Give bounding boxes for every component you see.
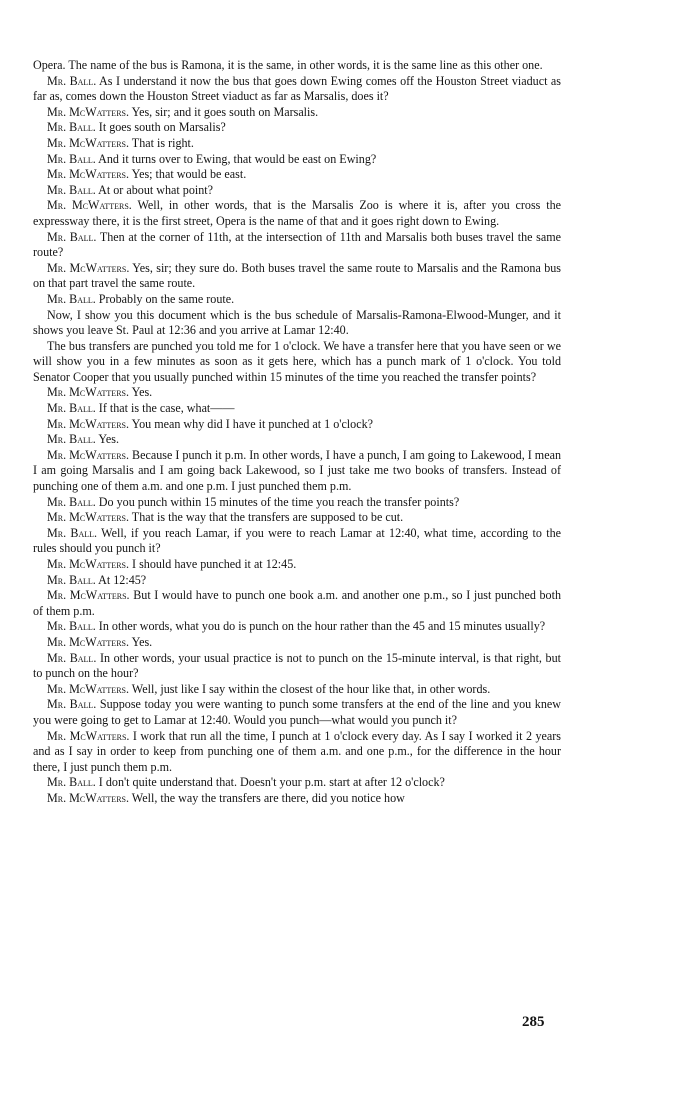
paragraph	[33, 152, 561, 168]
speaker-name: Mr. McWatters.	[47, 790, 129, 805]
testimony-text	[33, 58, 561, 807]
paragraph-text: Well, in other words, that is the Marsalis Zoo is where it is, after you cross the expressway there, it is the first street, Opera is the name of that and it goes right down to Ewing.	[33, 198, 562, 228]
paragraph	[33, 74, 561, 105]
paragraph-text: In other words, what you do is punch on the hour rather than the 45 and 15 minutes usually?	[95, 619, 546, 634]
paragraph-text: Well, the way the transfers are there, did you notice how	[129, 790, 405, 805]
paragraph	[33, 448, 561, 495]
paragraph	[33, 495, 561, 511]
speaker-name: Mr. McWatters.	[47, 104, 129, 119]
paragraph	[33, 573, 561, 589]
paragraph-text: Yes.	[129, 385, 153, 400]
paragraph-text: It goes south on Marsalis?	[95, 120, 226, 135]
paragraph-text: You mean why did I have it punched at 1 o'clock?	[129, 416, 373, 431]
paragraph	[33, 432, 561, 448]
paragraph-text: As I understand it now the bus that goes down Ewing comes off the Houston Street viaduct as far as, comes down the Houston Street viaduct as far as Marsalis, does it?	[33, 73, 561, 104]
paragraph-text: I should have punched it at 12:45.	[129, 557, 297, 571]
speaker-name: Mr. Ball.	[47, 73, 97, 88]
paragraph	[33, 105, 561, 121]
speaker-name: Mr. McWatters.	[47, 135, 129, 150]
paragraph	[33, 791, 561, 807]
paragraph-text: Because I punch it p.m. In other words, I have a punch, I am going to Lakewood, I mean I am going Marsalis and I am going back Lakewood, so I just take me two books of transfers. Instead of punching one of them a.m. and one p.m. I just punched them p.m.	[33, 447, 561, 494]
paragraph	[33, 308, 561, 339]
paragraph	[33, 339, 561, 386]
paragraph	[33, 557, 561, 573]
paragraph-text: That is right.	[129, 135, 194, 150]
paragraph	[33, 651, 561, 682]
speaker-name: Mr. Ball.	[47, 151, 96, 166]
paragraph	[33, 385, 561, 401]
paragraph-text: At or about what point?	[95, 182, 214, 197]
paragraph	[33, 230, 561, 261]
paragraph-text: Then at the corner of 11th, at the intersection of 11th and Marsalis both buses travel the same route?	[33, 229, 561, 260]
speaker-name: Mr. McWatters.	[47, 588, 130, 603]
speaker-name: Mr. McWatters.	[47, 510, 129, 525]
speaker-name: Mr. Ball.	[47, 650, 97, 665]
paragraph-text: That is the way that the transfers are supposed to be cut.	[129, 510, 404, 525]
paragraph	[33, 120, 561, 136]
paragraph	[33, 619, 561, 635]
speaker-name: Mr. Ball.	[47, 401, 96, 416]
paragraph-text: The bus transfers are punched you told me for 1 o'clock. We have a transfer here that you have seen or we will show you in a few minutes as soon as it gets here, which has a punch mark of 1 o'clock. You told Senator Cooper that you usually punched within 15 minutes of the time you reached the transfer points?	[33, 338, 561, 384]
paragraph	[33, 58, 561, 74]
paragraph-text: Well, just like I say within the closest of the hour like that, in other words.	[129, 681, 491, 696]
speaker-name: Mr. Ball.	[47, 775, 96, 790]
paragraph	[33, 775, 561, 791]
paragraph	[33, 198, 561, 229]
paragraph	[33, 136, 561, 152]
paragraph-text: Yes, sir; and it goes south on Marsalis.	[129, 104, 319, 119]
speaker-name: Mr. Ball.	[47, 494, 96, 509]
speaker-name: Mr. Ball.	[47, 572, 96, 587]
paragraph-text: Yes.	[95, 432, 119, 447]
paragraph-text: Opera. The name of the bus is Ramona, it is the same, in other words, it is the same line as this other one.	[33, 58, 543, 72]
page-number: 285	[522, 1014, 545, 1030]
paragraph-text: Now, I show you this document which is the bus schedule of Marsalis-Ramona-Elwood-Munger, and it shows you leave St. Paul at 12:36 and you arrive at Lamar 12:40.	[33, 307, 561, 338]
speaker-name: Mr. McWatters.	[47, 167, 129, 182]
speaker-name: Mr. Ball.	[47, 432, 96, 447]
speaker-name: Mr. Ball.	[47, 619, 96, 634]
speaker-name: Mr. McWatters.	[47, 681, 129, 696]
paragraph-text: And it turns over to Ewing, that would be east on Ewing?	[95, 151, 377, 166]
paragraph	[33, 417, 561, 433]
paragraph	[33, 729, 561, 776]
paragraph-text: Yes, sir; they sure do. Both buses travel the same route to Marsalis and the Ramona bus on that part travel the same route.	[33, 260, 562, 291]
paragraph	[33, 682, 561, 698]
paragraph-text: Yes; that would be east.	[129, 167, 247, 182]
speaker-name: Mr. McWatters.	[47, 728, 130, 743]
paragraph-text: In other words, your usual practice is not to punch on the 15-minute interval, is that right, but to punch on the hour?	[33, 650, 562, 681]
paragraph	[33, 526, 561, 557]
paragraph	[33, 292, 561, 308]
paragraph-text: Yes.	[129, 634, 153, 649]
speaker-name: Mr. McWatters.	[47, 385, 129, 400]
speaker-name: Mr. McWatters.	[47, 260, 130, 275]
paragraph	[33, 401, 561, 417]
speaker-name: Mr. Ball.	[47, 120, 96, 135]
speaker-name: Mr. Ball.	[47, 525, 98, 540]
paragraph-text: Well, if you reach Lamar, if you were to reach Lamar at 12:40, what time, according to the rules should you punch it?	[33, 525, 561, 556]
speaker-name: Mr. McWatters.	[47, 634, 129, 649]
paragraph	[33, 261, 561, 292]
paragraph	[33, 635, 561, 651]
paragraph-text: I work that run all the time, I punch at 1 o'clock every day. As I say I worked it 2 years and as I say in order to keep from punching one of them a.m. and one p.m., for the difference in the hour there, I just punch them p.m.	[33, 728, 562, 774]
paragraph	[33, 183, 561, 199]
paragraph	[33, 697, 561, 728]
paragraph-text: At 12:45?	[95, 572, 147, 587]
speaker-name: Mr. Ball.	[47, 291, 96, 306]
paragraph-text: If that is the case, what——	[95, 401, 235, 416]
speaker-name: Mr. Ball.	[47, 697, 97, 712]
speaker-name: Mr. McWatters.	[47, 416, 129, 431]
paragraph-text: I don't quite understand that. Doesn't your p.m. start at after 12 o'clock?	[95, 775, 445, 790]
paragraph-text: Probably on the same route.	[95, 291, 235, 306]
speaker-name: Mr. McWatters.	[47, 198, 132, 213]
paragraph	[33, 510, 561, 526]
speaker-name: Mr. Ball.	[47, 229, 97, 244]
paragraph-text: Do you punch within 15 minutes of the time you reach the transfer points?	[95, 494, 460, 509]
paragraph	[33, 167, 561, 183]
paragraph-text: But I would have to punch one book a.m. and another one p.m., so I just punched both of them p.m.	[33, 588, 562, 618]
paragraph-text: Suppose today you were wanting to punch some transfers at the end of the line and you knew you were going to get to Lamar at 12:40. Would you punch—what would you punch it?	[33, 697, 561, 727]
speaker-name: Mr. Ball.	[47, 182, 96, 197]
speaker-name: Mr. McWatters.	[47, 557, 129, 571]
speaker-name: Mr. McWatters.	[47, 447, 130, 462]
paragraph	[33, 588, 561, 619]
